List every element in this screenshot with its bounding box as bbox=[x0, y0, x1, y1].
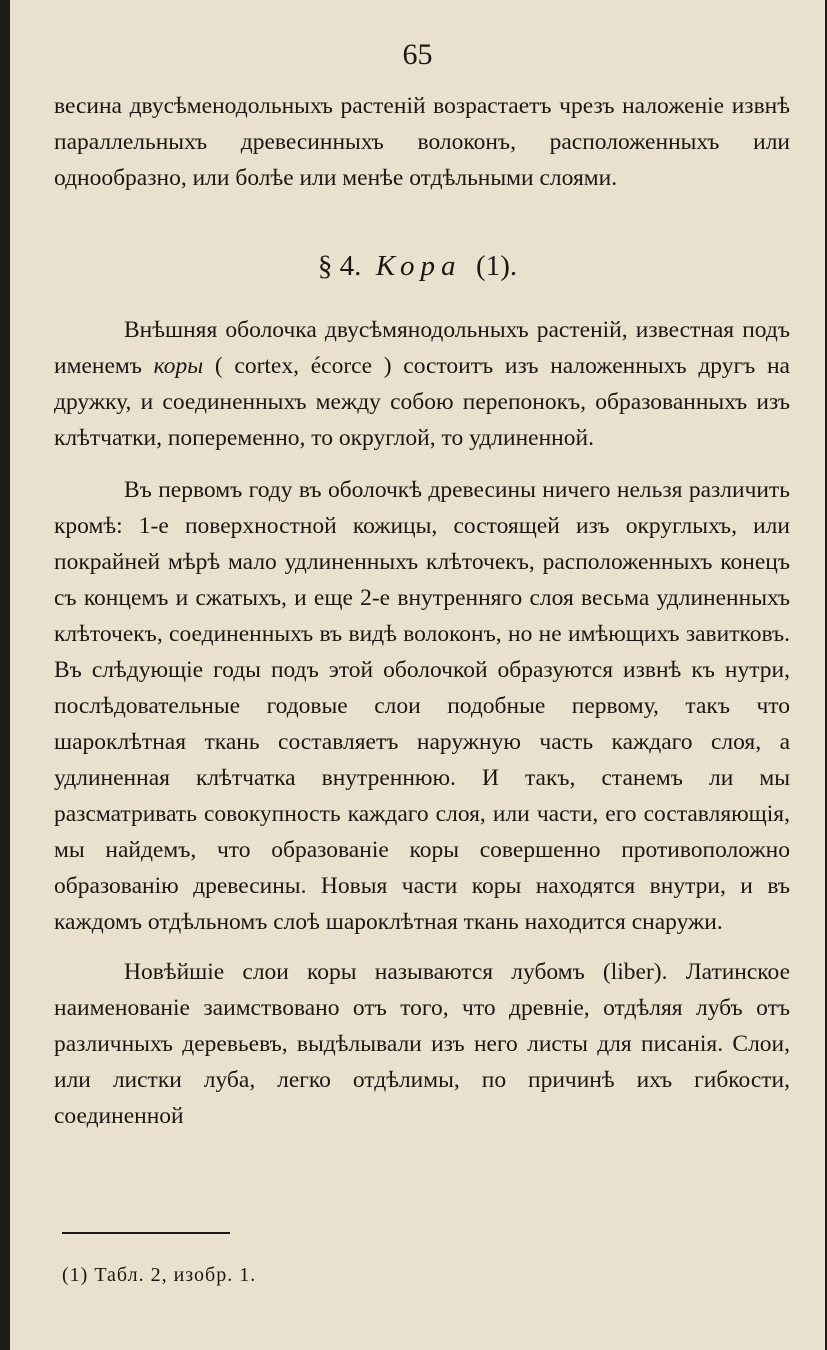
page-number: 65 bbox=[402, 38, 433, 71]
main-text bbox=[54, 312, 790, 1134]
section-number: § 4. bbox=[317, 250, 362, 282]
paragraph-3: Новѣйшiе слои коры называются лубомъ (liber). Латинское наименованiе заимствовано отъ того, что древнiе, отдѣляя лубъ отъ различныхъ деревьевъ, выдѣлывали изъ него листы для писанiя. Слои, или листки луба, легко отдѣлимы, по причинѣ ихъ гибкости, соединенной bbox=[54, 959, 790, 1129]
section-title: Кора bbox=[375, 250, 462, 282]
paragraph-2: Въ первомъ году въ оболочкѣ древесины ничего нельзя различить кромѣ: 1-е поверхностной кожицы, состоящей изъ округлыхъ, или покрайней мѣрѣ мало удлиненныхъ клѣточекъ, расположенныхъ конецъ съ концемъ и сжатыхъ, и еще 2-е внутренняго слоя весьма удлиненныхъ клѣточекъ, соединенныхъ въ видѣ волоконъ, но не имѣющихъ завитковъ. Въ слѣдующiе годы подъ этой оболочкой образуются извнѣ къ нутри, послѣдовательные годовые слои подобные первому, такъ что шароклѣтная ткань составляетъ наружную часть каждаго слоя, а удлиненная клѣтчатка внутреннюю. И такъ, станемъ ли мы разсматривать совокупность каждаго слоя, или части, его составляющiя, мы найдемъ, что образованiе коры совершенно противоположно образованiю древесины. Новыя части коры находятся внутри, и въ каждомъ отдѣльномъ слоѣ шароклѣтная ткань находится снаружи. bbox=[54, 477, 790, 935]
footnote: (1) Табл. 2, изобр. 1. bbox=[62, 1264, 257, 1286]
book-page bbox=[10, 0, 825, 1350]
continuation-text: весина двусѣменодольныхъ растенiй возрастаетъ чрезъ наложенiе извнѣ параллельныхъ древесинныхъ волоконъ, расположенныхъ или однообразно, или болѣе или менѣе отдѣльными слоями. bbox=[54, 93, 790, 191]
paragraph-1-term: коры bbox=[153, 353, 204, 379]
section-heading bbox=[10, 250, 825, 283]
continuation-paragraph bbox=[54, 88, 790, 196]
section-footnote-ref: (1). bbox=[476, 250, 518, 282]
footnote-rule bbox=[62, 1232, 230, 1234]
paragraph-1 bbox=[54, 312, 790, 456]
paragraph-1-part-2: ( cortex, écorce ) состоитъ изъ наложенныхъ другъ на дружку, и соединенныхъ между собою перепонокъ, образованныхъ изъ клѣтчатки, попеременно, то округлой, то удлиненной. bbox=[54, 353, 790, 451]
paragraph-1-part-1: Внѣшняя оболочка двусѣмянодольныхъ растенiй, известная подъ именемъ bbox=[54, 317, 790, 379]
